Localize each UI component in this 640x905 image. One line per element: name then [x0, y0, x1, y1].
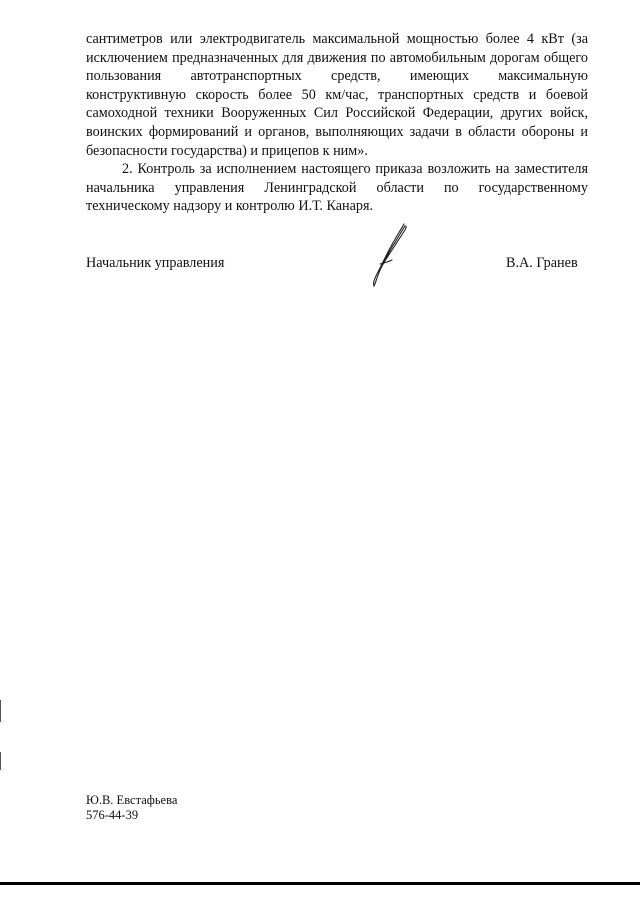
signer-name: В.А. Гранев — [506, 255, 578, 271]
scan-bottom-rule — [0, 882, 640, 885]
paragraph-item-2: 2. Контроль за исполнением настоящего приказа возложить на заместителя начальника управления Ленинградской области по государственному техническому надзору и контролю И.Т. Канаря. — [86, 161, 588, 215]
executor-name: Ю.В. Евстафьева — [86, 793, 178, 807]
handwritten-signature — [368, 222, 410, 290]
executor-phone: 576-44-39 — [86, 808, 139, 822]
signatory-position: Начальник управления — [86, 255, 225, 271]
document-body — [86, 30, 588, 216]
paragraph-continuation: сантиметров или электродвигатель максимальной мощностью более 4 кВт (за исключением предназначенных для движения по автомобильным дорогам общего пользования автотранспортных средств, имеющих максимальную конструктивную скорость более 50 км/час, транспортных средств и боевой самоходной техники Вооруженных Сил Российской Федерации, других войск, воинских формирований и органов, выполняющих задачи в области обороны и безопасности государства) и прицепов к ним». — [86, 31, 588, 159]
executor-block — [86, 793, 177, 823]
scan-edge-mark — [0, 700, 1, 722]
scan-edge-mark — [0, 752, 1, 770]
